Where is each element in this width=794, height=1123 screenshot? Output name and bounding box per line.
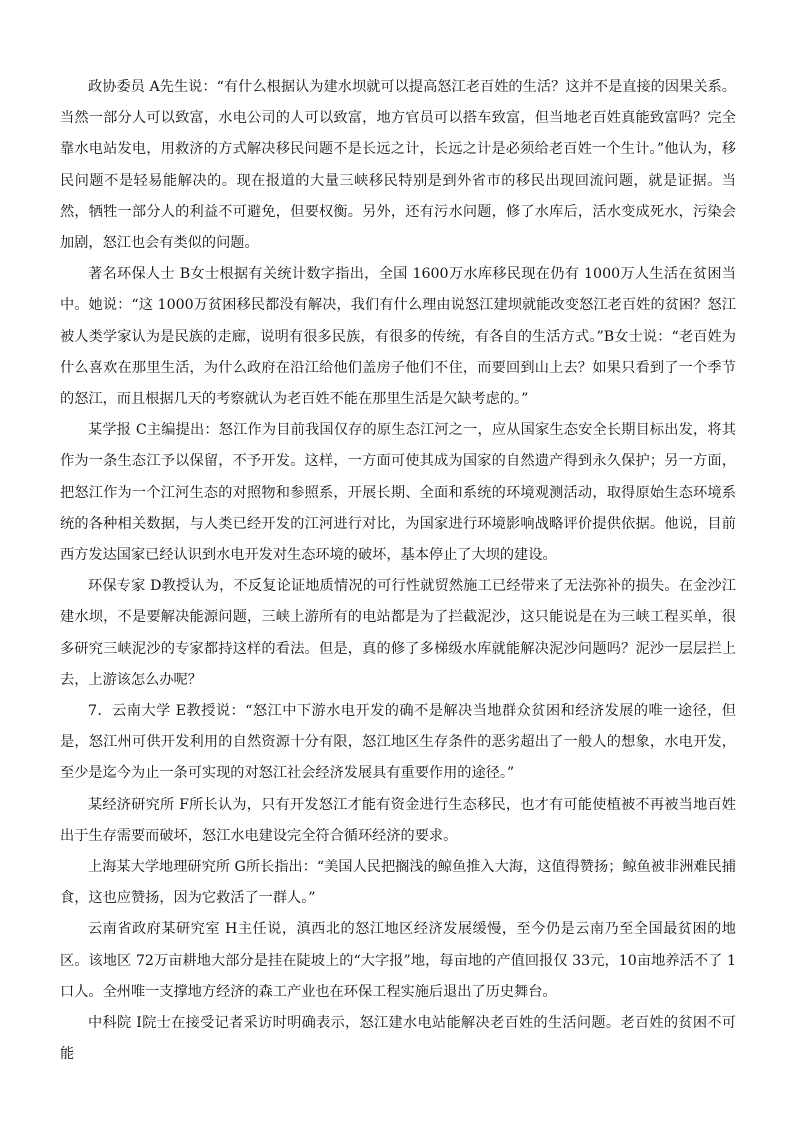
paragraph-c: 某学报 C主编提出：怒江作为目前我国仅存的原生态江河之一，应从国家生态安全长期目标出发，将其作为一条生态江予以保留，不予开发。这样，一方面可使其成为国家的自然遗产得到永久保护；另一方面，把怒江作为一个江河生态的对照物和参照系，开展长期、全面和系统的环境观测活动，取得原始生态环境系统的各种相关数据，与人类已经开发的江河进行对比，为国家进行环境影响战略评价提供依据。他说，目前西方发达国家已经认识到水电开发对生态环境的破坏，基本停止了大坝的建设。 xyxy=(60,422,736,564)
paragraph-e: 7．云南大学 E教授说：“怒江中下游水电开发的确不是解决当地群众贫困和经济发展的唯一途径，但是，怒江州可供开发利用的自然资源十分有限，怒江地区生存条件的恶劣超出了一般人的想象，水电开发，至少是迄今为止一条可实现的对怒江社会经济发展具有重要作用的途径。” xyxy=(60,703,736,782)
paragraph-d: 环保专家 D教授认为，不反复论证地质情况的可行性就贸然施工已经带来了无法弥补的损失。在金沙江建水坝，不是要解决能源问题，三峡上游所有的电站都是为了拦截泥沙，这只能说是在为三峡工程买单，很多研究三峡泥沙的专家都持这样的看法。但是，真的修了多梯级水库就能解决泥沙问题吗？泥沙一层层拦上去，上游该怎么办呢？ xyxy=(60,578,736,688)
paragraph-a: 政协委员 A先生说：“有什么根据认为建水坝就可以提高怒江老百姓的生活？这并不是直接的因果关系。当然一部分人可以致富，水电公司的人可以致富，地方官员可以搭车致富，但当地老百姓真能致富吗？完全靠水电站发电，用救济的方式解决移民问题不是长远之计，长远之计是必须给老百姓一个生计。”他认为，移民问题不是轻易能解决的。现在报道的大量三峡移民特别是到外省市的移民出现回流问题，就是证据。当然，牺牲一部分人的利益不可避免，但要权衡。另外，还有污水问题，修了水库后，活水变成死水，污染会加剧，怒江也会有类似的问题。 xyxy=(60,79,736,252)
paragraph-h: 云南省政府某研究室 H主任说，滇西北的怒江地区经济发展缓慢，至今仍是云南乃至全国最贫困的地区。该地区 72万亩耕地大部分是挂在陡坡上的“大字报”地，每亩地的产值回报仅 33元，10亩地养活不了 1口人。全州唯一支撑地方经济的森工产业也在环保工程实施后退出了历史舞台。 xyxy=(60,921,736,1000)
paragraph-f: 某经济研究所 F所长认为，只有开发怒江才能有资金进行生态移民，也才有可能使植被不再被当地百姓出于生存需要而破坏，怒江水电建设完全符合循环经济的要求。 xyxy=(60,796,736,844)
paragraph-g: 上海某大学地理研究所 G所长指出：“美国人民把搁浅的鲸鱼推入大海，这值得赞扬；鲸鱼被非洲难民捕食，这也应赞扬，因为它救活了一群人。” xyxy=(60,859,736,907)
document-body xyxy=(60,72,736,1071)
paragraph-i: 中科院 I院士在接受记者采访时明确表示，怒江建水电站能解决老百姓的生活问题。老百姓的贫困不可能 xyxy=(60,1015,736,1063)
paragraph-b: 著名环保人士 B女士根据有关统计数字指出，全国 1600万水库移民现在仍有 1000万人生活在贫困当中。她说：“这 1000万贫困移民都没有解决，我们有什么理由说怒江建坝就能改变怒江老百姓的贫困？怒江被人类学家认为是民族的走廊，说明有很多民族，有很多的传统，有各自的生活方式。”B女士说：“老百姓为什么喜欢在那里生活，为什么政府在沿江给他们盖房子他们不住，而要回到山上去？如果只看到了一个季节的怒江，而且根据几天的考察就认为老百姓不能在那里生活是欠缺考虑的。” xyxy=(60,266,736,408)
